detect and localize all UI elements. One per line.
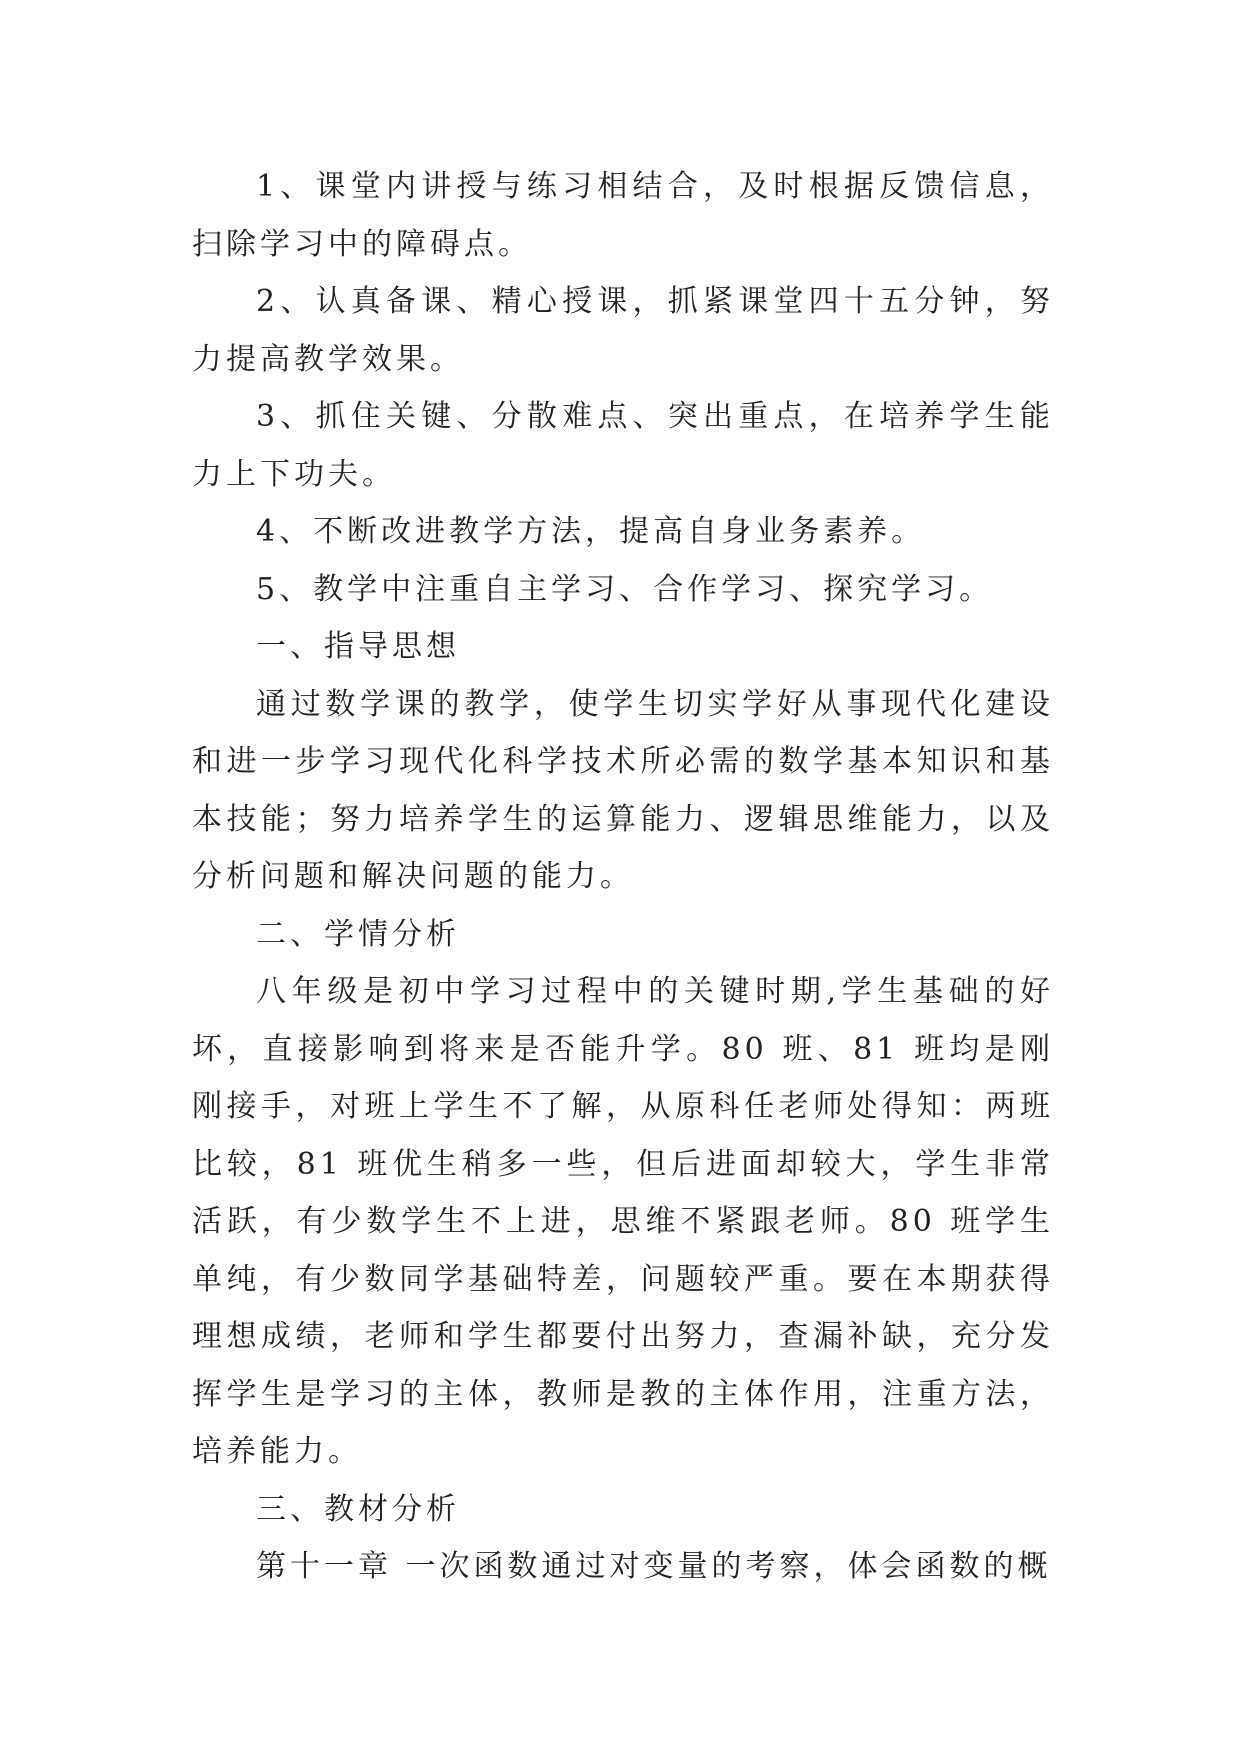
- section-heading-guiding-ideology: 一、指导思想: [256, 629, 460, 664]
- paragraph-item-3: 3、抓住关键、分散难点、突出重点，在培养学生能力上下功夫。: [192, 399, 1054, 492]
- paragraph-learning-analysis: 八年级是初中学习过程中的关键时期,学生基础的好坏，直接影响到将来是否能升学。80 班、81 班均是刚刚接手，对班上学生不了解，从原科任老师处得知：两班比较，81 班优生稍多一些，但后进面却较大，学生非常活跃，有少数学生不上进，思维不紧跟老师。80 班学生单纯，有少数同学基础特差，问题较严重。要在本期获得理想成绩，老师和学生都要付出努力，查漏补缺，充分发挥学生是学习的主体，教师是教的主体作用，注重方法，培养能力。: [192, 974, 1054, 1469]
- paragraph-item-1: 1、课堂内讲授与练习相结合，及时根据反馈信息，扫除学习中的障碍点。: [192, 169, 1054, 262]
- document-body: [192, 158, 1054, 1596]
- paragraph-item-4: 4、不断改进教学方法，提高自身业务素养。: [256, 514, 926, 549]
- paragraph-item-2: 2、认真备课、精心授课，抓紧课堂四十五分钟，努力提高教学效果。: [192, 284, 1054, 377]
- paragraph-item-5: 5、教学中注重自主学习、合作学习、探究学习。: [256, 571, 994, 607]
- paragraph-textbook-analysis: 第十一章 一次函数通过对变量的考察，体会函数的概: [256, 1549, 1052, 1584]
- section-heading-learning-analysis: 二、学情分析: [256, 916, 460, 952]
- section-heading-textbook-analysis: 三、教材分析: [256, 1491, 460, 1527]
- paragraph-guiding-ideology: 通过数学课的教学，使学生切实学好从事现代化建设和进一步学习现代化科学技术所必需的数学基本知识和基本技能；努力培养学生的运算能力、逻辑思维能力，以及分析问题和解决问题的能力。: [192, 686, 1054, 894]
